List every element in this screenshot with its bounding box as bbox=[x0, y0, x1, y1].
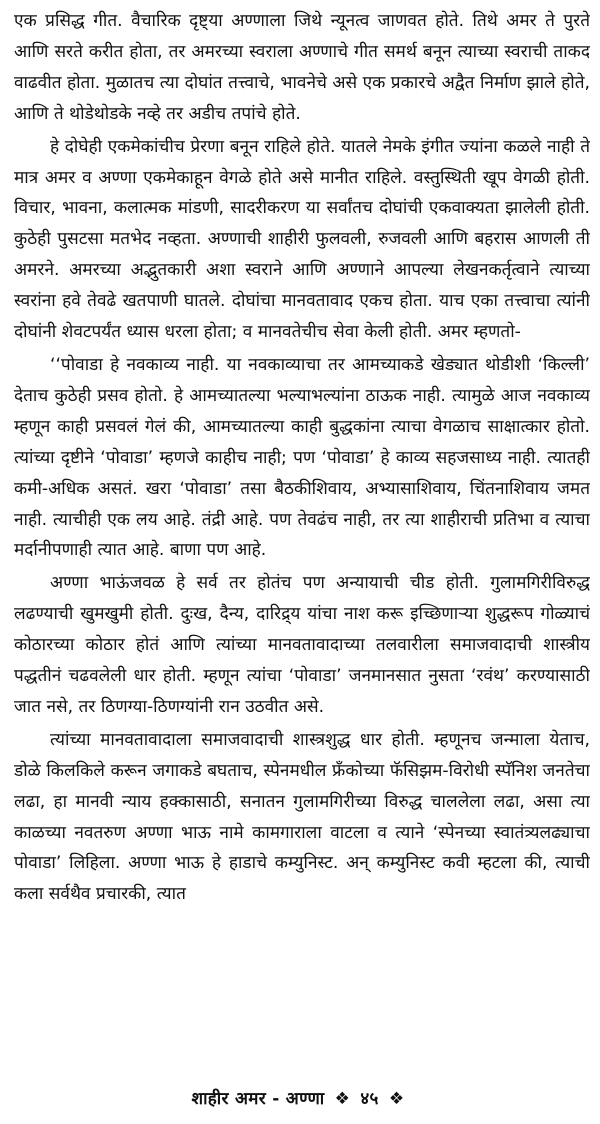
paragraph-3-quote: ‘‘पोवाडा हे नवकाव्य नाही. या नवकाव्याचा तर आमच्याकडे खेड्यात थोडीशी ‘किल्ली’ देताच कुठेही प्रसव होतो. हे आमच्यातल्या भल्याभल्यांना ठाऊक नाही. त्यामुळे आज नवकाव्य म्हणून काही प्रसवलं गेलं की, आमच्यातल्या काही बुद्धकांना त्याचा वेगळाच साक्षात्कार होतो. त्यांच्या दृष्टीने ‘पोवाडा’ म्हणजे काहीच नाही; पण ‘पोवाडा’ हे काव्य सहजसाध्य नाही. त्यातही कमी-अधिक असतं. खरा ‘पोवाडा’ तसा बैठकीशिवाय, अभ्यासाशिवाय, चिंतनाशिवाय जमत नाही. त्याचीही एक लय आहे. तंद्री आहे. पण तेवढंच नाही, तर त्या शाहीराची प्रतिभा व त्याचा मर्दानीपणाही त्यात आहे. बाणा पण आहे. bbox=[14, 354, 590, 561]
paragraph-5: त्यांच्या मानवतावादाला समाजवादाची शास्त्रशुद्ध धार होती. म्हणूनच जन्माला येताच, डोळे किलकिले करून जगाकडे बघताच, स्पेनमधील फ्रँकोच्या फॅसिझम-विरोधी स्पॅनिश जनतेचा लढा, हा मानवी न्याय हक्कासाठी, सनातन गुलामगिरीच्या विरुद्ध चाललेला लढा, असा त्या काळच्या नवतरुण अण्णा भाऊ नामे कामगाराला वाटला व त्याने ‘स्पेनच्या स्वातंत्र्यलढ्याचा पोवाडा’ लिहिला. अण्णा भाऊ हे हाडाचे कम्युनिस्ट. अन् कम्युनिस्ट कवी म्हटला की, त्याची कला सर्वथैव प्रचारकी, त्यात bbox=[14, 729, 590, 905]
paragraph-2: हे दोघेही एकमेकांचीच प्रेरणा बनून राहिले होते. यातले नेमके इंगीत ज्यांना कळले नाही ते मात्र अमर व अण्णा एकमेकाहून वेगळे होते असे मानीत राहिले. वस्तुस्थिती खूप वेगळी होती. विचार, भावना, कलात्मक मांडणी, सादरीकरण या सर्वांतच दोघांची एकवाक्यता झालेली होती. कुठेही पुसटसा मतभेद नव्हता. अण्णाची शाहीरी फुलवली, रुजवली आणि बहरास आणली ती अमरने. अमरच्या अद्भुतकारी अशा स्वराने आणि अण्णाने आपल्या लेखनकर्तृत्वाने त्याच्या स्वरांना हवे तेवढे खतपाणी घातले. दोघांचा मानवतावाद एकच होता. याच एका तत्त्वाचा त्यांनी दोघांनी शेवटपर्यंत ध्यास धरला होता; व मानवतेचीच सेवा केली होती. अमर म्हणतो- bbox=[14, 136, 590, 343]
paragraph-4: अण्णा भाऊंजवळ हे सर्व तर होतंच पण अन्यायाची चीड होती. गुलामगिरीविरुद्ध लढण्याची खुमखुमी होती. दुःख, दैन्य, दारिद्र्य यांचा नाश करू इच्छिणाऱ्या शुद्धरूप गोळ्याचं कोठारच्या कोठार होतं आणि त्यांच्या मानवतावादाच्या तलवारीला समाजवादाची शास्त्रीय पद्धतीनं चढवलेली धार होती. म्हणून त्यांचा ‘पोवाडा’ जनमानसात नुसता ‘रवंथ’ करण्यासाठी जात नसे, तर ठिणग्या-ठिणग्यांनी रान उठवीत असे. bbox=[14, 573, 590, 717]
paragraph-1: एक प्रसिद्ध गीत. वैचारिक दृष्ट्या अण्णाला जिथे न्यूनत्व जाणवत होते. तिथे अमर ते पुरते आणि सरते करीत होता, तर अमरच्या स्वराला अण्णाचे गीत समर्थ बनून त्याच्या स्वराची ताकद वाढवीत होता. मुळातच त्या दोघांत तत्त्वाचे, भावनेचे असे एक प्रकारचे अद्वैत निर्माण झाले होते, आणि ते थोडेथोडके नव्हे तर अडीच तपांचे होते. bbox=[14, 11, 590, 124]
page-body bbox=[14, 6, 590, 1086]
ornament-icon: ❖ bbox=[334, 1089, 351, 1109]
page-number: ४५ bbox=[360, 1089, 379, 1109]
running-title: शाहीर अमर - अण्णा bbox=[191, 1089, 325, 1109]
ornament-icon-trailing: ❖ bbox=[388, 1089, 405, 1109]
page-footer bbox=[0, 1086, 600, 1109]
